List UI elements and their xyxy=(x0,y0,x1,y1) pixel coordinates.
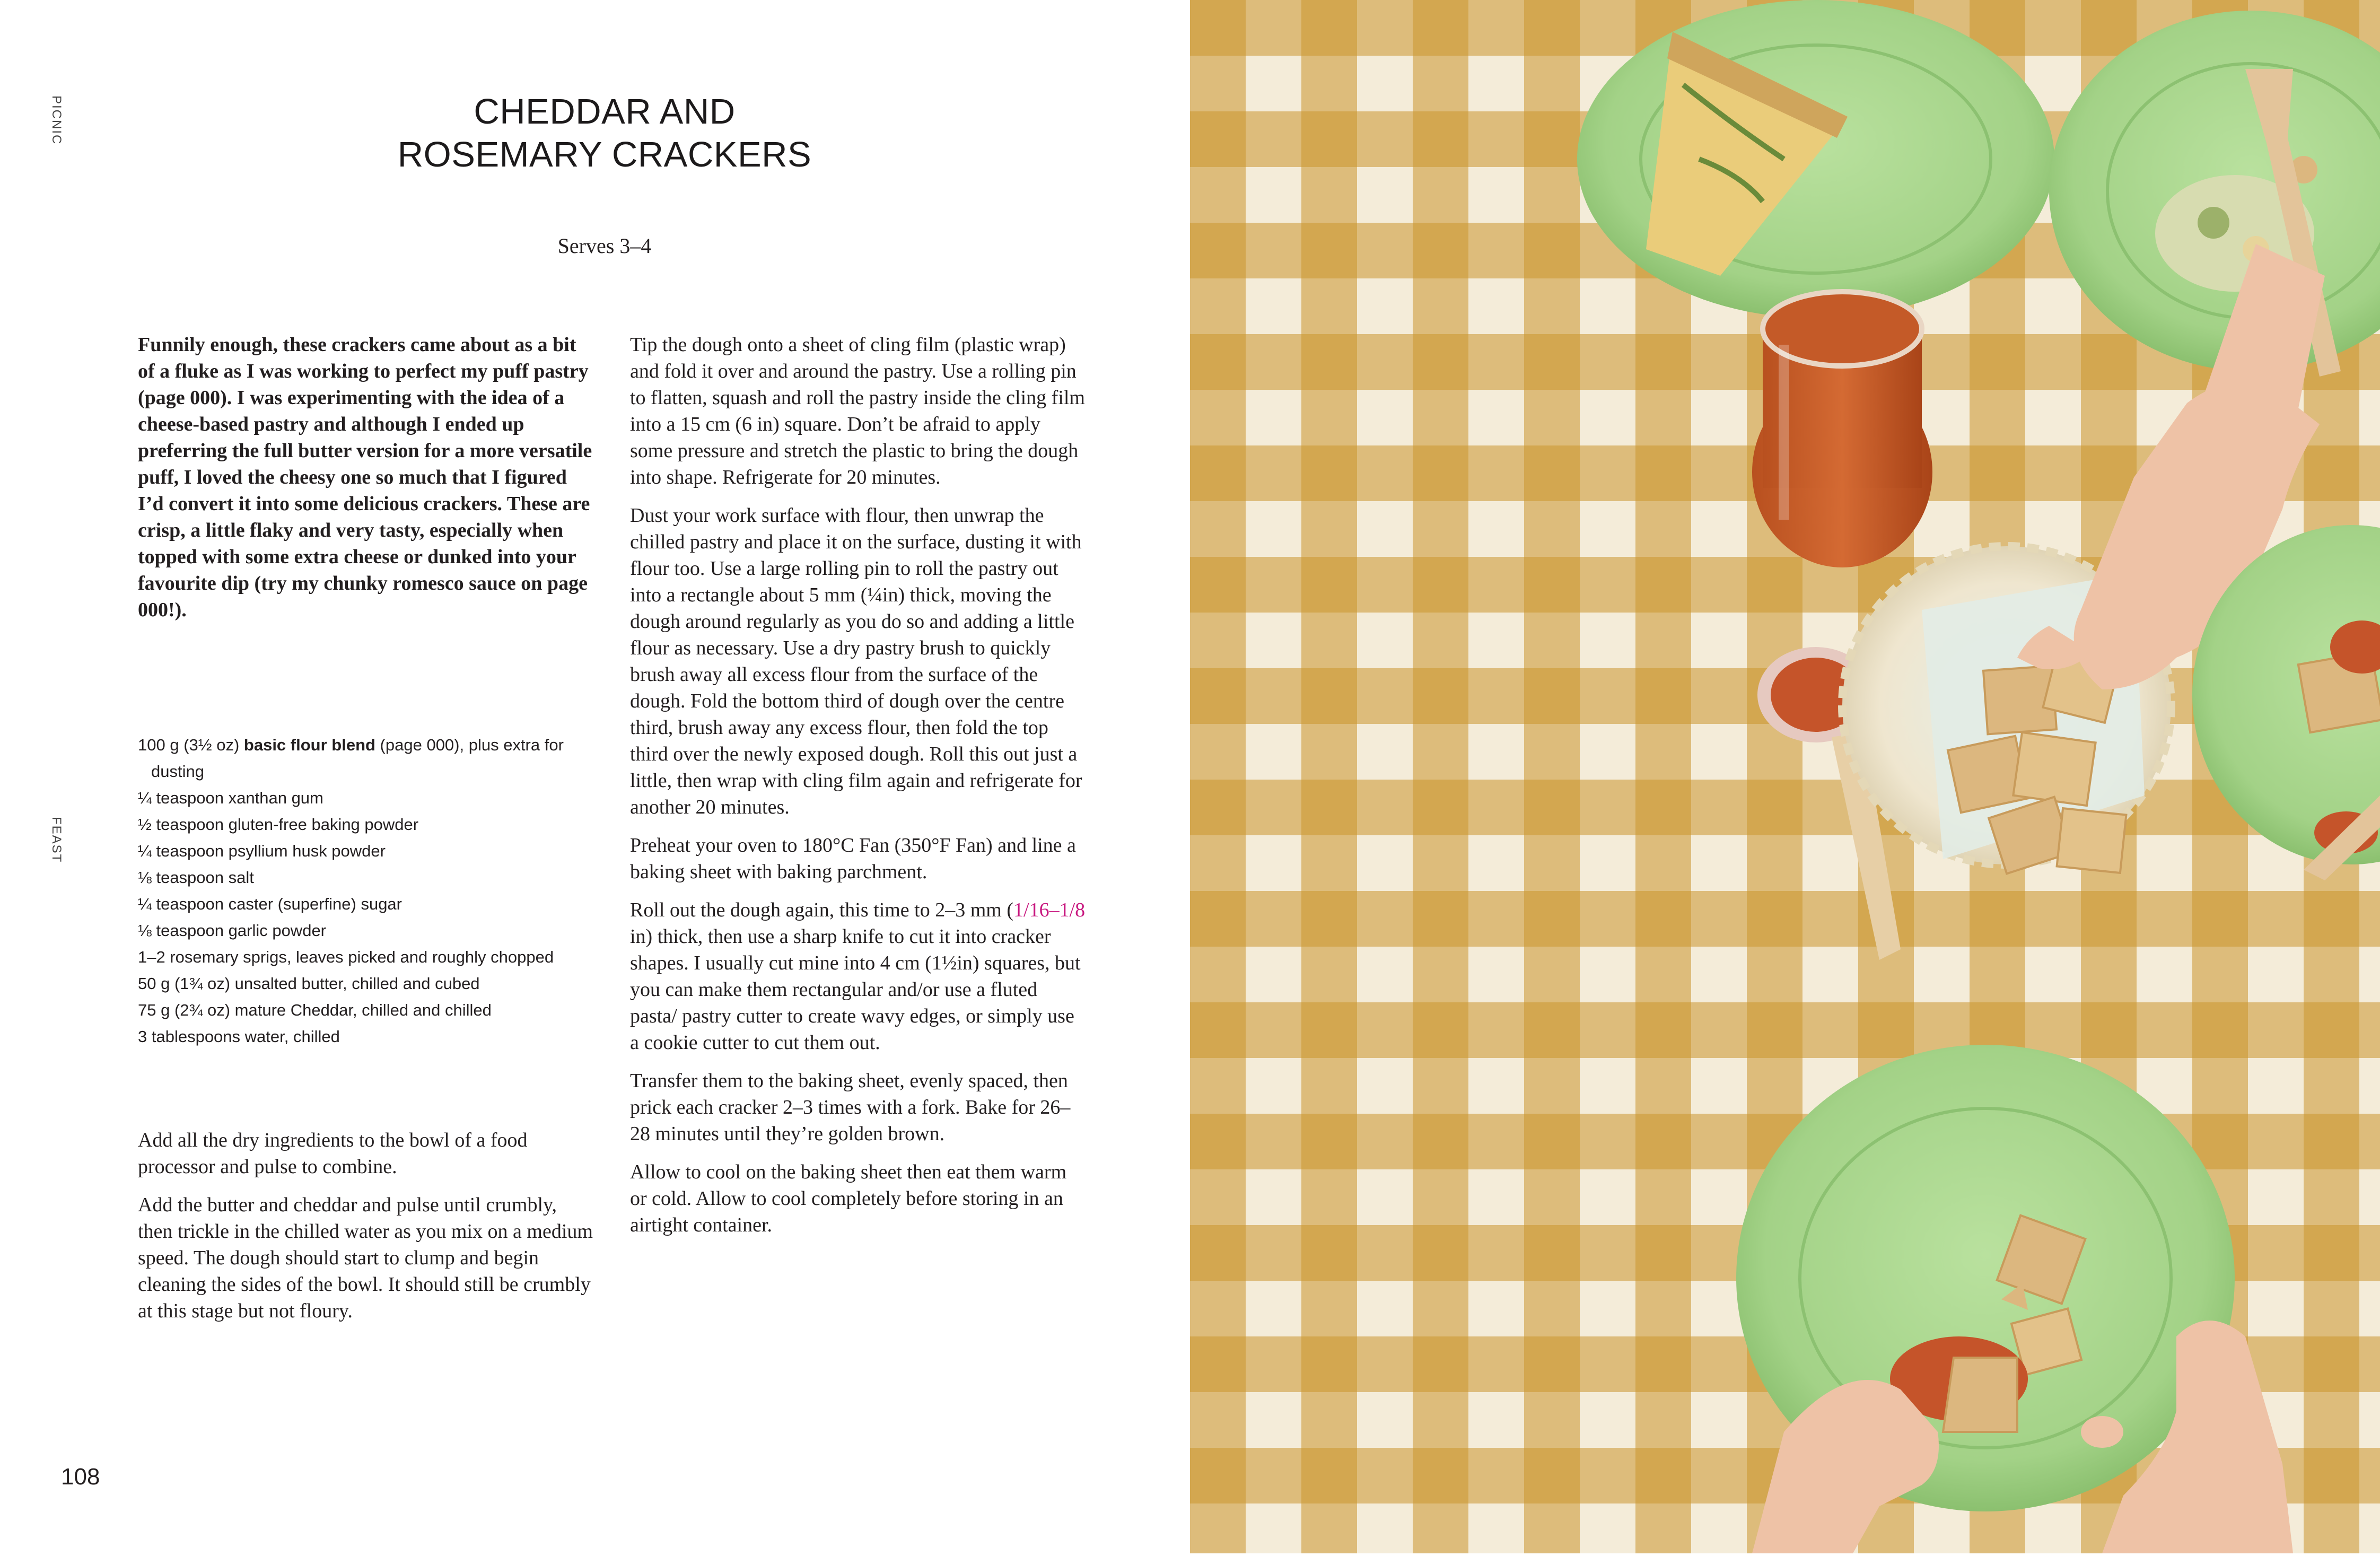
ingredients-list xyxy=(138,732,594,1050)
ingredient-item xyxy=(138,732,594,785)
method-step: Dust your work surface with flour, then unwrap the chilled pastry and place it on the surface, dusting it with flour too. Use a large rolling pin to roll the pastry out into a rectangle about 5 mm (¼in) thick, moving the dough around regularly as you do so and adding a little flour as necessary. Use a dry pastry brush to quickly brush away all excess flour from the surface of the dough. Fold the bottom third of dough over the centre third, brush away any excess flour, then fold the top third over the newly exposed dough. Roll this out just a little, then wrap with cling film again and refrigerate for another 20 minutes. xyxy=(630,504,1082,818)
highlighted-fraction: 1/16–1/8 xyxy=(1013,899,1086,921)
method-text: Roll out the dough again, this time to 2–3 mm ( xyxy=(630,899,1014,921)
left-page xyxy=(0,0,1190,1553)
plate-with-quiche xyxy=(1577,0,2054,318)
ingredient-qty: 100 g (3½ oz) xyxy=(138,736,244,754)
ingredient-item: 1–2 rosemary sprigs, leaves picked and roughly chopped xyxy=(138,948,554,966)
title-line-1: CHEDDAR AND xyxy=(474,92,736,132)
title-line-2: ROSEMARY CRACKERS xyxy=(397,135,812,174)
side-tab-feast: FEAST xyxy=(49,817,64,863)
ingredient-item: ⅛ teaspoon salt xyxy=(138,868,254,887)
method-step: Preheat your oven to 180°C Fan (350°F Fan) and line a baking sheet with baking parchment. xyxy=(630,834,1076,883)
ingredient-item: ¼ teaspoon xanthan gum xyxy=(138,789,323,807)
method-step xyxy=(630,897,1086,1056)
method-step: Tip the dough onto a sheet of cling film (plastic wrap) and fold it over and around the pastry. Use a rolling pin to flatten, squash and roll the pastry inside the cling film into a 15 cm (6 in) square. Don’t be afraid to apply some pressure and stretch the plastic to bring the dough into shape. Refrigerate for 20 minutes. xyxy=(630,334,1085,488)
side-tab-picnic: PICNIC xyxy=(49,95,64,145)
serves-label: Serves 3–4 xyxy=(557,234,652,258)
food-photo xyxy=(1190,0,2380,1553)
ingredient-item: ¼ teaspoon caster (superfine) sugar xyxy=(138,895,402,913)
method-step: Allow to cool on the baking sheet then eat them warm or cold. Allow to cool completely before storing in an airtight container. xyxy=(630,1161,1067,1236)
ingredient-item: 3 tablespoons water, chilled xyxy=(138,1027,340,1046)
ingredient-item: ⅛ teaspoon garlic powder xyxy=(138,921,327,940)
method-step: Add all the dry ingredients to the bowl of a food processor and pulse to combine. xyxy=(138,1129,528,1178)
ingredient-item: ½ teaspoon gluten-free baking powder xyxy=(138,815,419,834)
method-column-left xyxy=(138,1127,594,1336)
method-step: Add the butter and cheddar and pulse until crumbly, then trickle in the chilled water as you mix on a medium speed. The dough should start to clump and begin cleaning the sides of the bowl. It should still be crumbly at this stage but not floury. xyxy=(138,1194,593,1322)
method-step: Transfer them to the baking sheet, evenly spaced, then prick each cracker 2–3 times with a fork. Bake for 26–28 minutes until they’re golden brown. xyxy=(630,1070,1071,1145)
ingredient-item: 50 g (1¾ oz) unsalted butter, chilled and cubed xyxy=(138,974,480,993)
ingredient-item: 75 g (2¾ oz) mature Cheddar, chilled and chilled xyxy=(138,1001,492,1019)
ingredient-item: ¼ teaspoon psyllium husk powder xyxy=(138,842,386,860)
method-column-right xyxy=(630,331,1086,1250)
recipe-title xyxy=(371,90,838,176)
method-text: in) thick, then use a sharp knife to cut it into cracker shapes. I usually cut mine into 4 cm (1½in) squares, but you can make them rectangular and/or use a fluted pasta/ pastry cutter to create wavy edges, or simply use a cookie cutter to cut them out. xyxy=(630,925,1081,1054)
ingredient-note: (page 000), plus extra for dusting xyxy=(151,736,564,781)
picnic-table-illustration xyxy=(1190,0,2380,1553)
romesco-jar xyxy=(1752,292,1932,567)
intro-paragraph: Funnily enough, these crackers came about as a bit of a fluke as I was working to perfect my puff pastry (page 000). I was experimenting with the idea of a cheese-based pastry and although I ended up preferring the full butter version for a more versatile puff, I loved the cheesy one so much that I figured I’d convert it into some delicious crackers. These are crisp, a little flaky and very tasty, especially when topped with some extra cheese or dunked into your favourite dip (try my chunky romesco sauce on page 000!). xyxy=(138,334,592,621)
ingredient-name-bold: basic flour blend xyxy=(243,736,375,754)
page-number: 108 xyxy=(61,1464,100,1490)
